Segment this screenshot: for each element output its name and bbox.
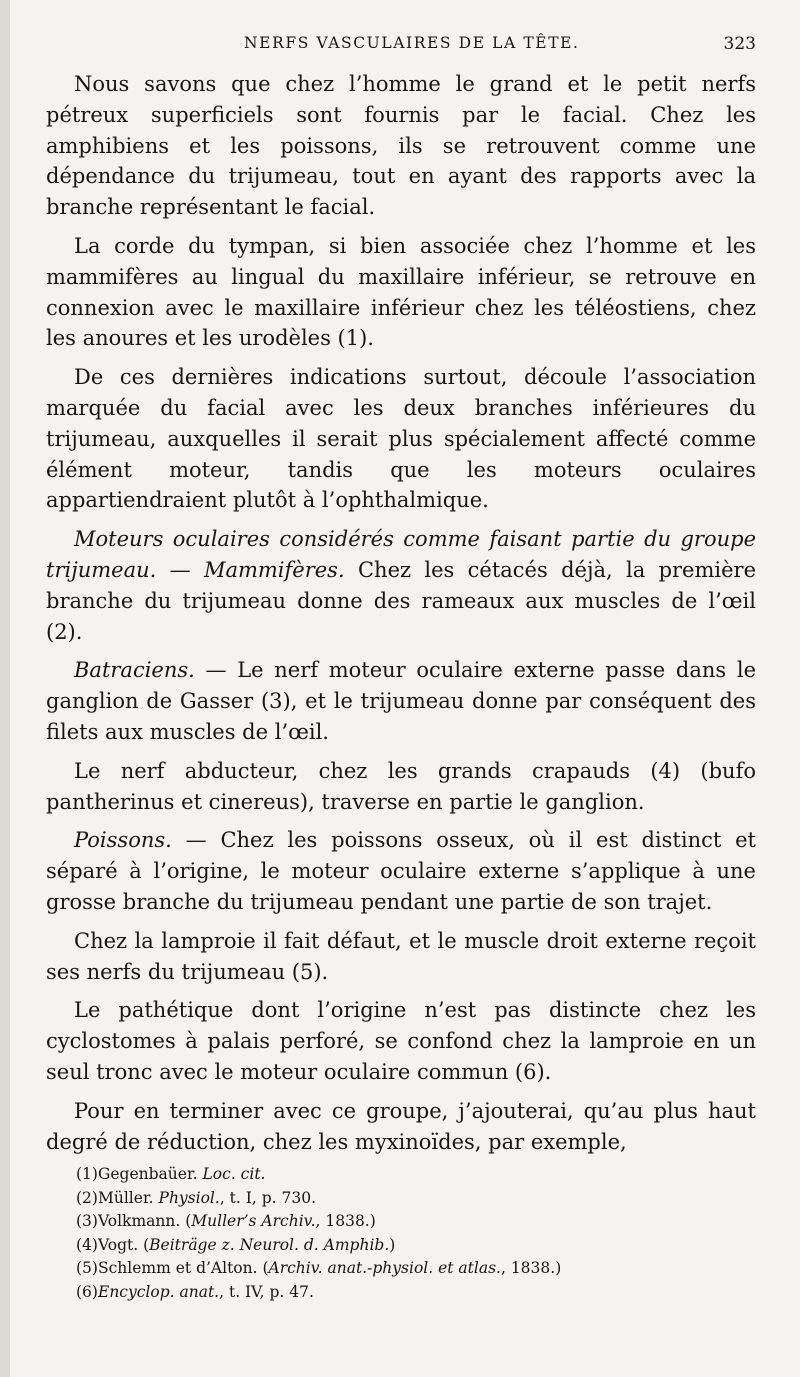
- italic-text-run: Batraciens.: [74, 658, 195, 683]
- text-run: Gegenbaüer.: [98, 1165, 203, 1183]
- italic-text-run: Poissons.: [74, 828, 172, 853]
- page-edge-shadow: [0, 0, 10, 1377]
- text-run: Nous savons que chez l’homme le grand et le petit nerfs pétreux superficiels sont fournis par le facial. Chez les amphibiens et les poissons, ils se retrouvent comme une dépendance du trijumeau, tout en ayant des rapports avec la branche représentant le facial.: [46, 72, 756, 220]
- text-run: Le pathétique dont l’origine n’est pas distincte chez les cyclostomes à palais perforé, se confond chez la lamproie en un seul tronc avec le moteur oculaire commun (6).: [46, 998, 756, 1084]
- text-run: Vogt. (: [98, 1235, 150, 1254]
- footnote: [76, 1281, 756, 1305]
- paragraph: [46, 926, 756, 988]
- text-run: , 1838.): [315, 1212, 376, 1231]
- text-run: , t. IV, p. 47.: [219, 1282, 314, 1301]
- body-text: [46, 69, 756, 1165]
- italic-text-run: Loc. cit.: [202, 1165, 266, 1183]
- text-run: Pour en terminer avec ce groupe, j’ajouterai, qu’au plus haut degré de réduction, chez les myxinoïdes, par exemple,: [46, 1098, 756, 1154]
- paragraph: [46, 231, 756, 354]
- text-run: , t. I, p. 730.: [219, 1188, 317, 1207]
- text-run: — Chez les poissons osseux, où il est distinct et séparé à l’origine, le moteur oculaire externe s’applique à une grosse branche du trijumeau pendant une partie de son trajet.: [46, 828, 756, 914]
- paragraph: [46, 69, 756, 223]
- text-run: Schlemm et d’Alton. (: [98, 1259, 269, 1278]
- footnote: [76, 1163, 756, 1187]
- text-run: — Le nerf moteur oculaire externe passe dans le ganglion de Gasser (3), et le trijumeau donne par conséquent des filets aux muscles de l’œil.: [46, 658, 756, 744]
- footnotes: [76, 1163, 756, 1305]
- footnote-number: (6): [76, 1282, 98, 1301]
- footnote: [76, 1187, 756, 1211]
- page-number: 323: [723, 34, 756, 54]
- text-run: , 1838.): [500, 1259, 562, 1278]
- text-run: Le nerf abducteur, chez les grands crapauds (4) (bufo pantherinus et cinereus), traverse en partie le ganglion.: [46, 758, 756, 814]
- text-run: Chez les cétacés déjà, la première branche du trijumeau donne des rameaux aux muscles de l’œil (2).: [46, 557, 756, 644]
- footnote: [76, 1234, 756, 1258]
- footnote-number: (2): [76, 1188, 98, 1207]
- italic-text-run: Physiol.: [158, 1188, 220, 1207]
- text-run: Müller.: [98, 1188, 159, 1207]
- page-header: [46, 34, 756, 58]
- text-run: La corde du tympan, si bien associée chez l’homme et les mammifères au lingual du maxillaire inférieur, se retrouve en connexion avec le maxillaire inférieur chez les téléostiens, chez les anoures et les urodèles (1).: [46, 233, 756, 351]
- footnote: [76, 1257, 756, 1281]
- footnote-number: (3): [76, 1212, 98, 1231]
- running-title: NERFS VASCULAIRES DE LA TÊTE.: [244, 34, 580, 52]
- footnote: [76, 1210, 756, 1234]
- footnote-number: (5): [76, 1259, 98, 1278]
- italic-text-run: Moteurs oculaires considérés comme faisant partie du groupe trijumeau. — Mammifères.: [46, 527, 756, 582]
- paragraph: [46, 524, 756, 647]
- text-run: Chez la lamproie il fait défaut, et le muscle droit externe reçoit ses nerfs du trijumeau (5).: [46, 928, 756, 984]
- italic-text-run: Beiträge z. Neurol. d. Amphib.: [149, 1235, 390, 1254]
- paragraph: [46, 756, 756, 818]
- paragraph: [46, 655, 756, 747]
- footnote-number: (4): [76, 1235, 98, 1254]
- text-run: ): [389, 1235, 396, 1254]
- italic-text-run: Muller’s Archiv.: [191, 1212, 316, 1231]
- footnote-number: (1): [76, 1165, 98, 1183]
- paragraph: [46, 1096, 756, 1158]
- paragraph: [46, 362, 756, 516]
- italic-text-run: Archiv. anat.-physiol. et atlas.: [268, 1259, 501, 1278]
- text-run: Volkmann. (: [98, 1212, 192, 1231]
- paragraph: [46, 825, 756, 917]
- text-run: De ces dernières indications surtout, découle l’association marquée du facial avec les deux branches inférieures du trijumeau, auxquelles il serait plus spécialement affecté comme élément moteur, tandis que les moteurs oculaires appartiendraient plutôt à l’ophthalmique.: [46, 365, 756, 513]
- italic-text-run: Encyclop. anat.: [98, 1282, 220, 1301]
- paragraph: [46, 995, 756, 1087]
